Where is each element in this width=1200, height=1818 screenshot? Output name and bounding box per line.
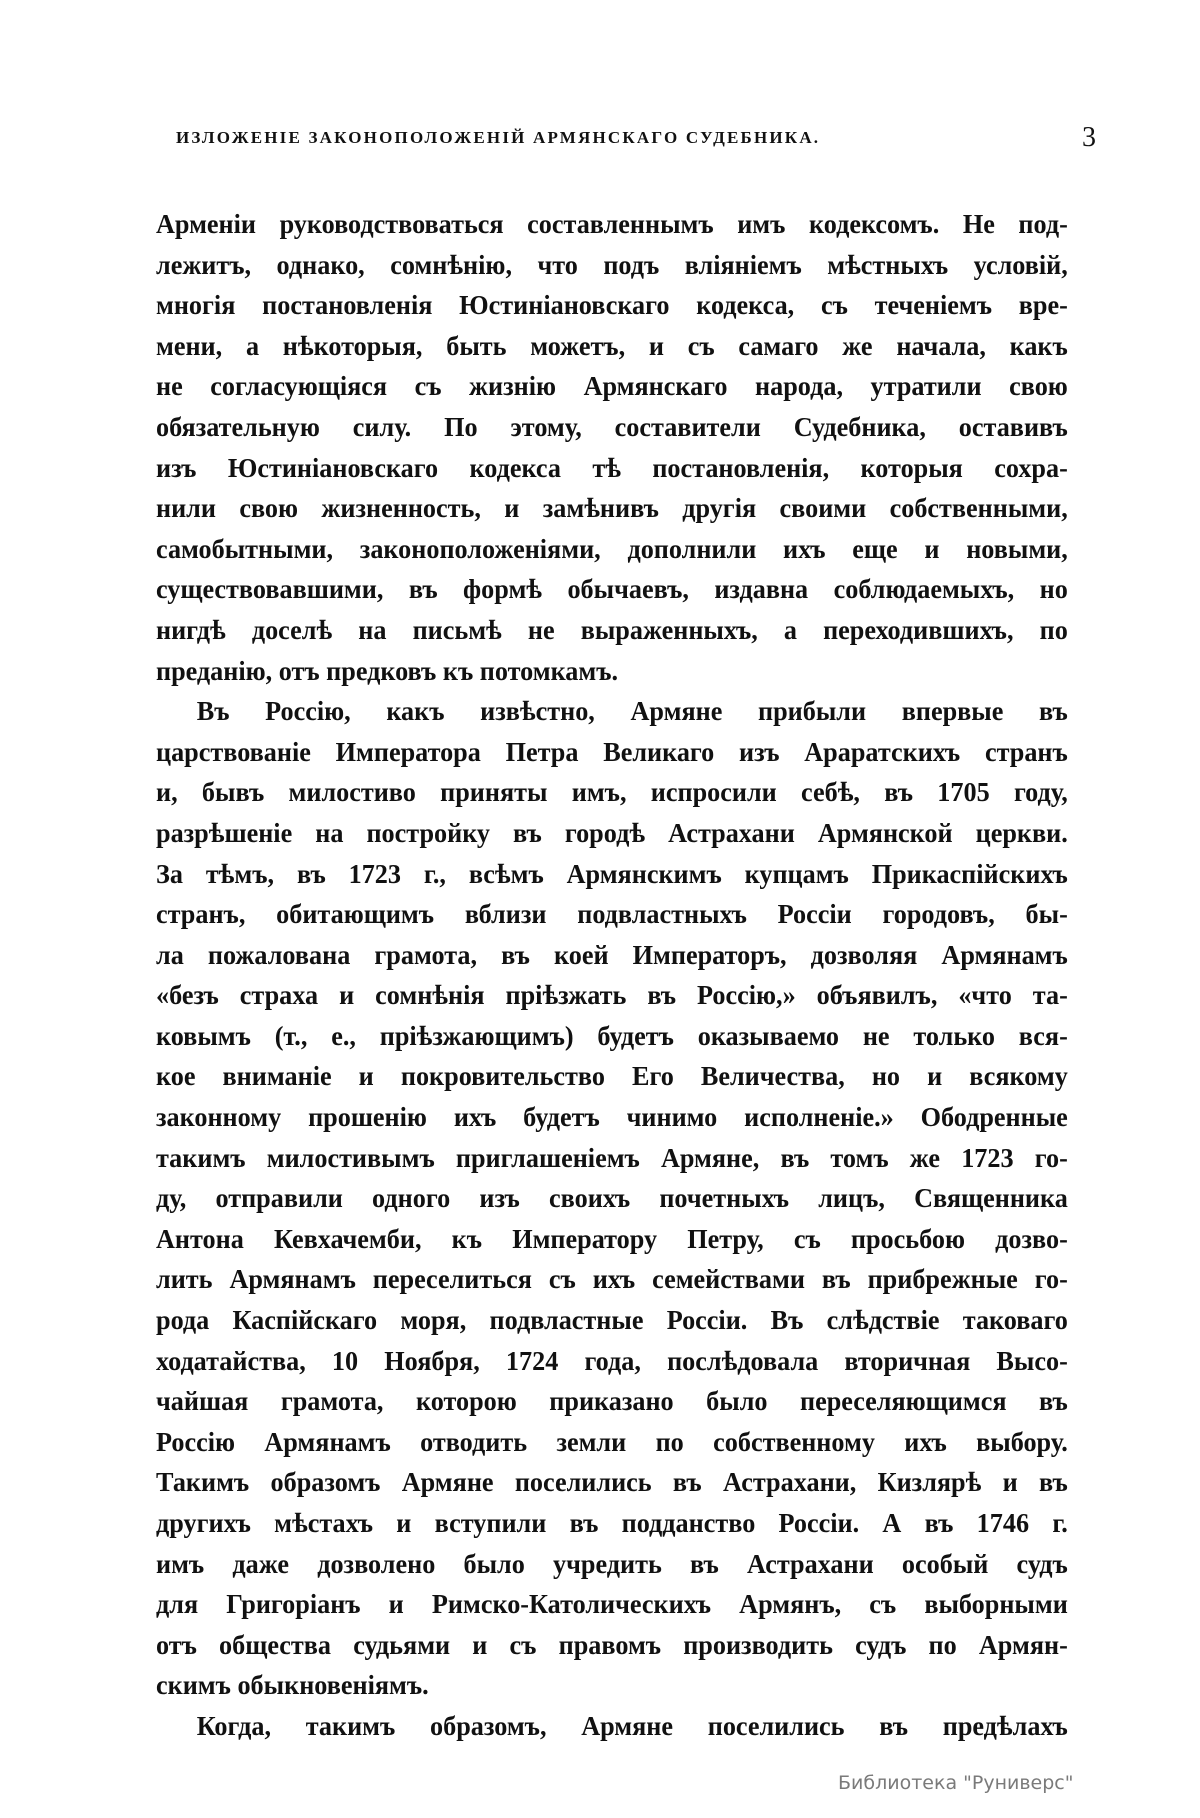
text-line: и, бывъ милостиво приняты имъ, испросили себѣ, въ 1705 году, xyxy=(156,777,1068,808)
paragraph xyxy=(156,691,1096,1706)
text-line: За тѣмъ, въ 1723 г., всѣмъ Армянскимъ купцамъ Прикаспійскихъ xyxy=(156,858,1068,889)
text-line: «безъ страха и сомнѣнія пріѣзжать въ Россію,» объявилъ, «что та- xyxy=(156,980,1068,1011)
text-line: ковымъ (т., е., пріѣзжающимъ) будетъ оказываемо не только вся- xyxy=(156,1020,1068,1051)
text-line: существовавшими, въ формѣ обычаевъ, издавна соблюдаемыхъ, но xyxy=(156,574,1068,605)
text-line: лежитъ, однако, сомнѣнію, что подъ вліяніемъ мѣстныхъ условій, xyxy=(156,249,1068,280)
text-line: нили свою жизненность, и замѣнивъ другія своими собственными, xyxy=(156,493,1068,524)
text-line: странъ, обитающимъ вблизи подвластныхъ Россіи городовъ, бы- xyxy=(156,899,1068,930)
paragraph xyxy=(156,204,1096,691)
text-line: кое вниманіе и покровительство Его Величества, но и всякому xyxy=(156,1061,1068,1092)
text-line: ду, отправили одного изъ своихъ почетныхъ лицъ, Священника xyxy=(156,1183,1068,1214)
text-line: разрѣшеніе на постройку въ городѣ Астрахани Армянской церкви. xyxy=(156,817,1068,848)
text-line: имъ даже дозволено было учредить въ Астрахани особый судъ xyxy=(156,1548,1068,1579)
text-line: лить Армянамъ переселиться съ ихъ семействами въ прибрежные го- xyxy=(156,1264,1068,1295)
text-line: Россію Армянамъ отводить земли по собственному ихъ выбору. xyxy=(156,1426,1068,1457)
text-line: Въ Россію, какъ извѣстно, Армяне прибыли впервые въ xyxy=(196,696,1068,727)
text-line: многія постановленія Юстиніановскаго кодекса, съ теченіемъ вре- xyxy=(156,290,1068,321)
running-header xyxy=(176,122,1096,158)
text-line: такимъ милостивымъ приглашеніемъ Армяне, въ томъ же 1723 го- xyxy=(156,1142,1068,1173)
text-line: для Григоріанъ и Римско-Католическихъ Армянъ, съ выборными xyxy=(156,1589,1068,1620)
text-line: Арменіи руководствоваться составленнымъ имъ кодексомъ. Не под- xyxy=(156,209,1068,239)
text-line: ла пожалована грамота, въ коей Императоръ, дозволяя Армянамъ xyxy=(156,939,1068,970)
text-line: отъ общества судьями и съ правомъ производить судъ по Армян- xyxy=(156,1629,1068,1660)
paragraph xyxy=(156,1706,1096,1747)
text-line: нигдѣ доселѣ на письмѣ не выраженныхъ, а переходившихъ, по xyxy=(156,614,1068,645)
text-line: чайшая грамота, которою приказано было переселяющимся въ xyxy=(156,1386,1068,1417)
text-line: мени, а нѣкоторыя, быть можетъ, и съ самаго же начала, какъ xyxy=(156,330,1068,361)
text-line: Такимъ образомъ Армяне поселились въ Астрахани, Кизлярѣ и въ xyxy=(156,1467,1068,1498)
text-line: рода Каспійскаго моря, подвластные Россіи. Въ слѣдствіе таковаго xyxy=(156,1305,1068,1336)
text-line: другихъ мѣстахъ и вступили въ подданство Россіи. А въ 1746 г. xyxy=(156,1508,1068,1538)
text-line: ходатайства, 10 Ноября, 1724 года, послѣдовала вторичная Высо- xyxy=(156,1345,1068,1376)
text-line: скимъ обыкновеніямъ. xyxy=(156,1670,429,1701)
running-title: ИЗЛОЖЕНІЕ ЗАКОНОПОЛОЖЕНІЙ АРМЯНСКАГО СУДЕБНИКА. xyxy=(176,128,821,147)
text-line: не согласующіяся съ жизнію Армянскаго народа, утратили свою xyxy=(156,371,1068,402)
text-line: самобытными, законоположеніями, дополнили ихъ еще и новыми, xyxy=(156,533,1068,564)
text-line: царствованіе Императора Петра Великаго изъ Араратскихъ странъ xyxy=(156,736,1068,767)
text-line: обязательную силу. По этому, составители Судебника, оставивъ xyxy=(156,411,1068,442)
library-watermark: Библиотека "Руниверс" xyxy=(838,1772,1074,1794)
text-line: изъ Юстиніановскаго кодекса тѣ постановленія, которыя сохра- xyxy=(156,452,1068,483)
text-line: Когда, такимъ образомъ, Армяне поселились въ предѣлахъ xyxy=(196,1710,1068,1741)
page-number: 3 xyxy=(1082,122,1096,153)
page-body-text xyxy=(156,204,1096,1747)
text-line: законному прошенію ихъ будетъ чинимо исполненіе.» Ободренные xyxy=(156,1102,1068,1133)
text-line: Антона Кевхачемби, къ Императору Петру, съ просьбою дозво- xyxy=(156,1223,1068,1254)
text-line: преданію, отъ предковъ къ потомкамъ. xyxy=(156,655,619,686)
